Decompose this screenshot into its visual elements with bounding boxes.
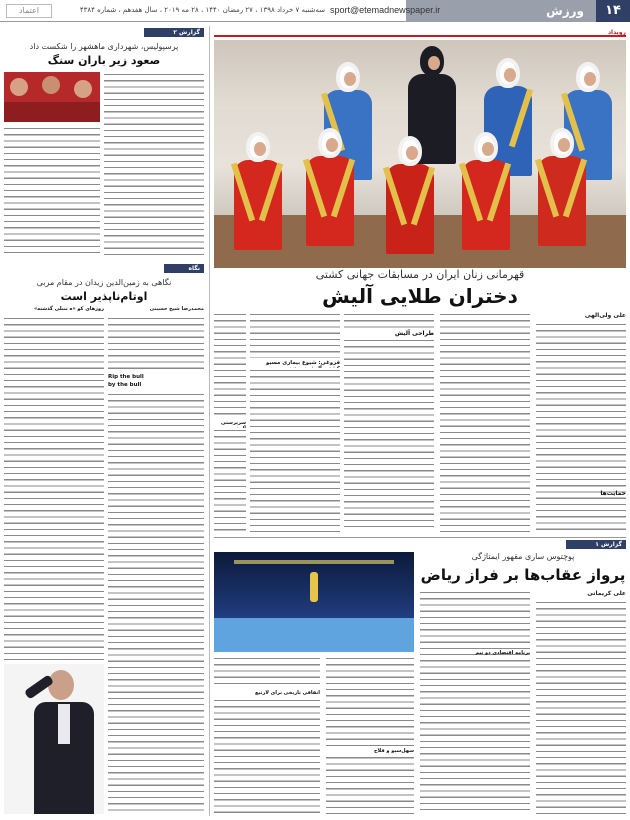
main-byline: علی ولی‌الهی — [584, 312, 626, 319]
article-text — [214, 312, 246, 418]
subhead: روزهای کو «ه تنبلی گذشته» — [33, 306, 104, 312]
article-text — [4, 126, 100, 258]
side-top-headline: صعود زیر باران سنگ — [47, 54, 161, 67]
section-tag-report-2: گزارش ۲ — [144, 28, 204, 37]
subhead: طراحی آلیش — [394, 330, 434, 337]
article-text — [214, 656, 320, 688]
story-divider — [214, 537, 626, 538]
article-text — [440, 312, 530, 532]
side-mid-byline: محمدرضا شیخ حسینی — [149, 306, 204, 312]
wrestler-figure — [232, 132, 284, 250]
wrestler-figure — [384, 136, 436, 254]
player-head — [74, 80, 92, 98]
article-text — [326, 656, 414, 814]
coach-head — [48, 670, 74, 700]
section-tag-report-1: گزارش ۱ — [566, 540, 626, 549]
article-text — [108, 316, 204, 370]
side-mid-kicker: نگاهی به زمین‌الدین زیدان در مقام مربی — [36, 278, 172, 287]
section-title: ورزش — [406, 0, 596, 22]
article-text — [214, 428, 246, 532]
article-text — [108, 392, 204, 814]
newspaper-logo: اعتماد — [6, 4, 52, 18]
confetti — [234, 560, 394, 564]
side-top-kicker: پرسپولیس، شهرداری ماهشهر را شکست داد — [29, 42, 179, 51]
article-text — [250, 312, 340, 358]
article-text — [536, 600, 626, 814]
subhead: سهل‌سیو و فلاح — [326, 748, 414, 754]
subhead: فروغی: شیوع بیماری مسیو — [265, 360, 340, 366]
story2-headline: پرواز عقاب‌ها بر فراز ریاض — [420, 566, 626, 584]
subhead: سرپرستی — [220, 420, 246, 426]
players-group — [214, 618, 414, 652]
article-text — [4, 316, 104, 662]
section-tag-report — [214, 28, 626, 37]
article-text — [420, 590, 530, 814]
subhead: برنامه اقتصادی دو تیم — [475, 650, 530, 656]
article-text — [536, 322, 626, 532]
wrestler-figure — [460, 132, 512, 250]
subhead-english: Rip the bull — [108, 374, 144, 380]
subhead-english: by the bull — [108, 382, 142, 388]
section-tag-view: نگاه — [164, 264, 204, 273]
wrestler-figure — [536, 128, 588, 246]
players-jerseys — [4, 102, 100, 122]
article-text — [344, 338, 434, 532]
side-mid-headline: اوتام‌ناپذیر است — [60, 290, 148, 303]
main-headline: دختران طلایی آلیش — [322, 284, 518, 308]
subhead: حمایت‌ها — [600, 490, 626, 497]
zidane-photo — [4, 664, 104, 814]
masthead — [0, 0, 630, 22]
wrestler-figure — [304, 128, 356, 246]
wrestlers-photo — [214, 40, 626, 268]
player-head — [42, 76, 60, 94]
article-text — [214, 698, 320, 814]
subhead: اتفاقی تاریخی برای لارتیع — [254, 690, 320, 696]
soccer-celebration-photo — [214, 552, 414, 652]
coach-shirt — [58, 704, 70, 744]
article-text — [344, 312, 434, 328]
story2-kicker: پوچتوس ساری مقهور ایمتاژگی — [471, 552, 575, 561]
main-kicker: قهرمانی زنان ایران در مسابقات جهانی کشتی — [315, 268, 525, 281]
article-text — [104, 72, 204, 258]
story2-byline: علی کریمانی — [587, 590, 626, 597]
column-divider — [209, 26, 210, 816]
persepolis-players-photo — [4, 72, 100, 122]
section-tag-label: رویداد — [607, 29, 626, 36]
player-head — [10, 78, 28, 96]
article-text — [250, 368, 340, 532]
dateline: سه‌شنبه ۷ خرداد ۱۳۹۸ ، ۲۷ رمضان ۱۴۴۰ ، ۲۸ مه ۲۰۱۹ ، سال هفدهم ، شماره ۴۳۸۴ — [79, 6, 325, 14]
trophy-icon — [310, 572, 318, 602]
page-number: ۱۴ — [596, 0, 630, 22]
section-email[interactable]: sport@etemadnewspaper.ir — [330, 5, 441, 15]
